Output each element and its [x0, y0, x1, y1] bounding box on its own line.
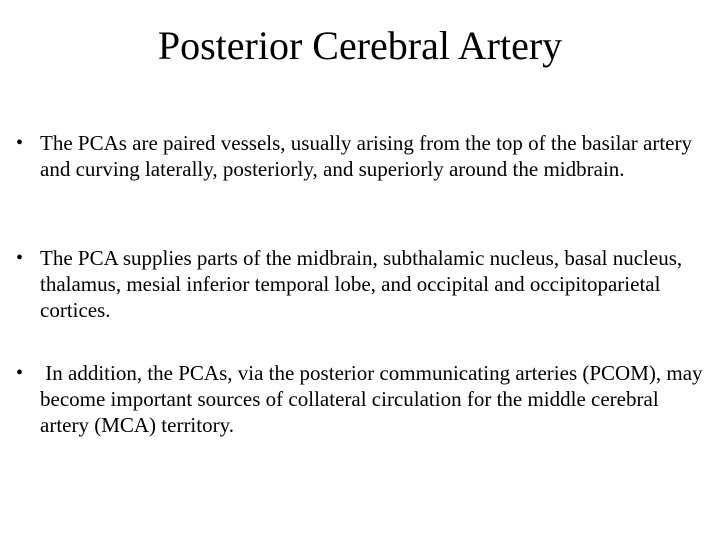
- bullet-text: In addition, the PCAs, via the posterior communicating arteries (PCOM), may become important sources of collateral circulation for the middle cerebral artery (MCA) territory.: [40, 361, 708, 437]
- bullet-text: The PCAs are paired vessels, usually arising from the top of the basilar artery and curving laterally, posteriorly, and superiorly around the midbrain.: [40, 131, 692, 181]
- slide-title: Posterior Cerebral Artery: [157, 23, 563, 68]
- bullet-marker: •: [16, 362, 24, 384]
- bullet-marker: •: [16, 247, 24, 269]
- bullet-text: The PCA supplies parts of the midbrain, subthalamic nucleus, basal nucleus, thalamus, mesial inferior temporal lobe, and occipital and occipitoparietal cortices.: [40, 246, 683, 322]
- bullet-marker: •: [16, 132, 24, 154]
